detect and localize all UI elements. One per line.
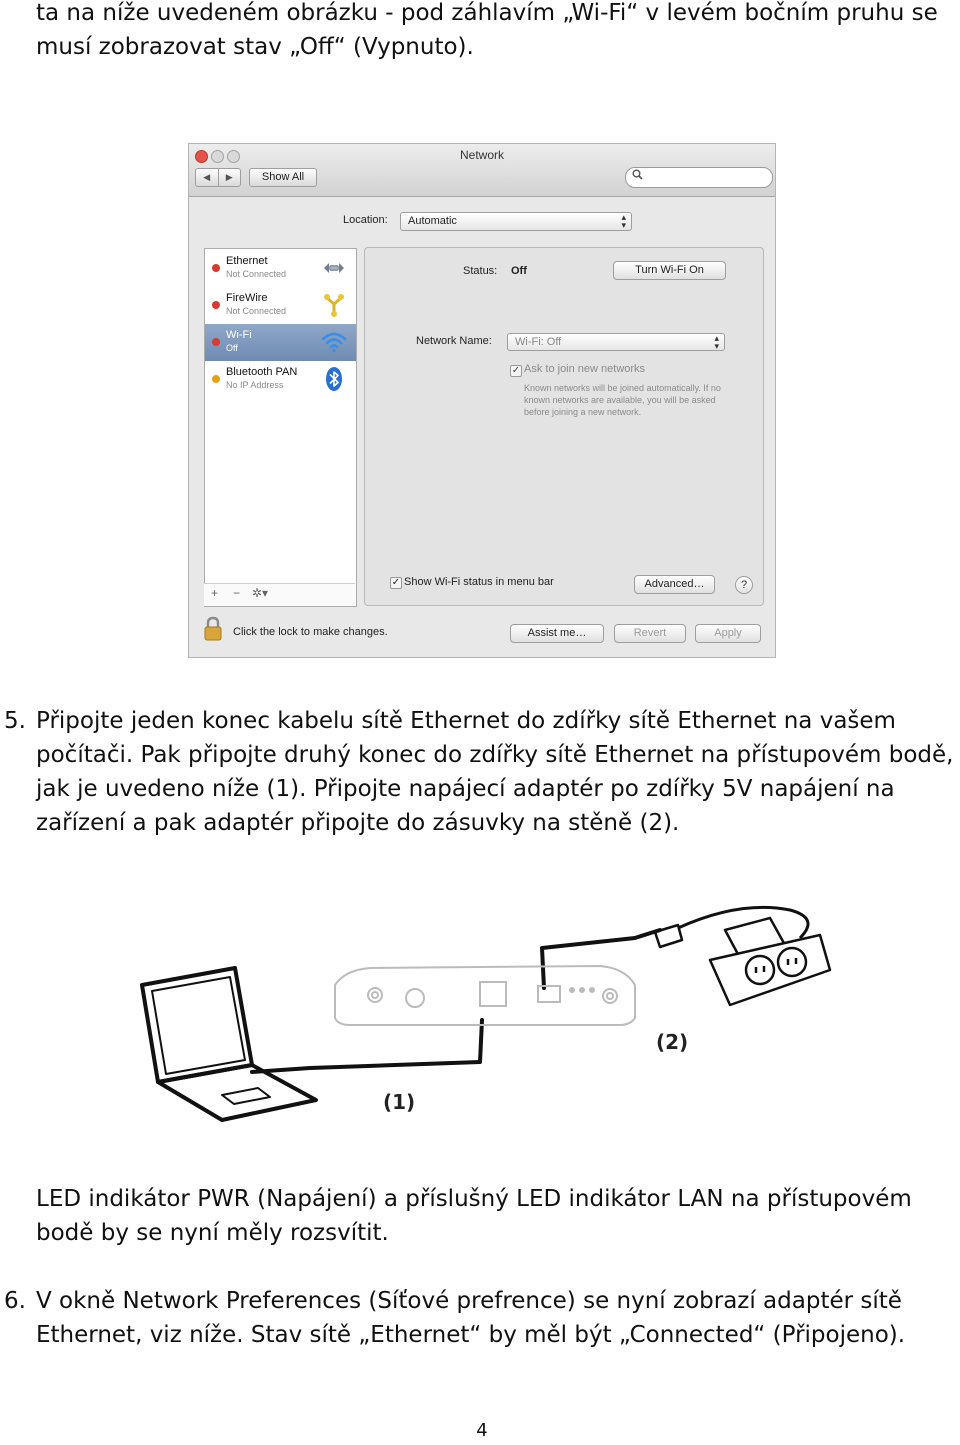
status-dot-icon	[212, 301, 220, 309]
service-item-ethernet[interactable]	[205, 250, 356, 287]
ask-to-join-checkbox[interactable]: ✓	[511, 365, 521, 376]
laptop-illustration	[142, 968, 316, 1120]
add-service-button[interactable]: +	[211, 586, 219, 600]
firewire-icon	[321, 292, 347, 318]
service-status: Off	[226, 343, 238, 353]
service-status: Not Connected	[226, 306, 287, 316]
service-status: No IP Address	[226, 380, 284, 390]
service-name: FireWire	[226, 292, 268, 304]
ask-to-join-label: Ask to join new networks	[524, 363, 646, 375]
help-button[interactable]: ?	[735, 576, 753, 594]
back-button[interactable]: ◀	[203, 172, 211, 182]
ethernet-icon	[321, 255, 347, 281]
step-6-text: V okně Network Preferences (Síťové prefrence) se nyní zobrazí adaptér sítě Ethernet, viz níže. Stav sítě „Ethernet“ by měl být „Connected“ (Připojeno).	[36, 1288, 906, 1348]
service-item-firewire[interactable]	[205, 287, 356, 324]
wifi-icon	[321, 329, 347, 355]
service-status: Not Connected	[226, 269, 287, 279]
status-dot-icon	[212, 264, 220, 272]
diagram-label-1: (1)	[383, 1090, 416, 1114]
search-icon	[632, 169, 643, 183]
service-item-wifi[interactable]	[205, 324, 356, 361]
power-adapter-illustration	[655, 907, 830, 1005]
location-value: Automatic	[408, 215, 457, 227]
power-cable	[542, 930, 660, 988]
bluetooth-icon	[321, 366, 347, 392]
service-item-bluetooth-pan[interactable]	[205, 361, 356, 398]
apply-button[interactable]: Apply	[695, 624, 761, 643]
step-5-number: 5.	[4, 708, 26, 734]
service-name: Wi-Fi	[226, 329, 252, 341]
search-input[interactable]	[625, 167, 773, 188]
window-titlebar	[189, 144, 775, 197]
ask-to-join-description: Known networks will be joined automatically. If no known networks are available, you will be asked before joining a new network.	[524, 383, 721, 417]
gear-menu-button[interactable]: ✲▾	[252, 586, 269, 600]
step-6-number: 6.	[4, 1288, 26, 1314]
access-point-device	[335, 966, 635, 1025]
service-list	[204, 248, 357, 607]
lock-text: Click the lock to make changes.	[233, 626, 388, 638]
window-title: Network	[459, 148, 504, 162]
status-value: Off	[511, 265, 527, 277]
wifi-detail-panel	[364, 247, 764, 606]
status-dot-icon	[212, 338, 220, 346]
location-select[interactable]	[400, 212, 632, 231]
page-number: 4	[476, 1420, 488, 1441]
network-name-select[interactable]	[507, 333, 725, 351]
forward-button[interactable]: ▶	[218, 169, 241, 186]
remove-service-button[interactable]: −	[233, 586, 241, 600]
diagram-label-2: (2)	[656, 1030, 689, 1054]
led-paragraph: LED indikátor PWR (Napájení) a příslušný LED indikátor LAN na přístupovém bodě by se nyní měly rozsvítit.	[36, 1186, 912, 1246]
location-label: Location:	[343, 214, 388, 226]
show-wifi-status-label: Show Wi-Fi status in menu bar	[404, 576, 554, 588]
intro-paragraph: ta na níže uvedeném obrázku - pod záhlavím „Wi-Fi“ v levém bočním pruhu se musí zobrazovat stav „Off“ (Vypnuto).	[36, 0, 938, 60]
select-arrows-icon: ▴ ▾	[621, 212, 626, 230]
network-preferences-window	[188, 143, 776, 658]
service-name: Ethernet	[226, 255, 268, 267]
select-arrows-icon: ▴ ▾	[714, 333, 719, 351]
network-name-label: Network Name:	[416, 335, 492, 347]
assist-me-button[interactable]: Assist me…	[510, 624, 604, 643]
status-dot-icon	[212, 375, 220, 383]
show-all-button[interactable]: Show All	[249, 168, 317, 187]
show-wifi-status-checkbox[interactable]: ✓	[391, 577, 401, 588]
back-forward-buttons	[195, 168, 241, 187]
service-list-toolbar	[204, 583, 355, 606]
advanced-button[interactable]: Advanced…	[634, 575, 715, 594]
turn-wifi-on-button[interactable]: Turn Wi-Fi On	[613, 261, 726, 280]
lock-icon[interactable]	[203, 616, 223, 642]
revert-button[interactable]: Revert	[614, 624, 686, 643]
service-name: Bluetooth PAN	[226, 366, 298, 378]
ethernet-cable	[252, 1020, 482, 1072]
status-label: Status:	[463, 265, 498, 277]
step-5-text: Připojte jeden konec kabelu sítě Ethernet do zdířky sítě Ethernet na vašem počítači. Pak připojte druhý konec do zdířky sítě Ethernet na přístupovém bodě, jak je uvedeno níže (1). Připojte napájecí adaptér po zdířky 5V napájení na zařízení a pak adaptér připojte do zásuvky na stěně (2).	[36, 708, 954, 836]
network-name-value: Wi-Fi: Off	[515, 336, 562, 348]
connection-diagram	[130, 890, 850, 1150]
